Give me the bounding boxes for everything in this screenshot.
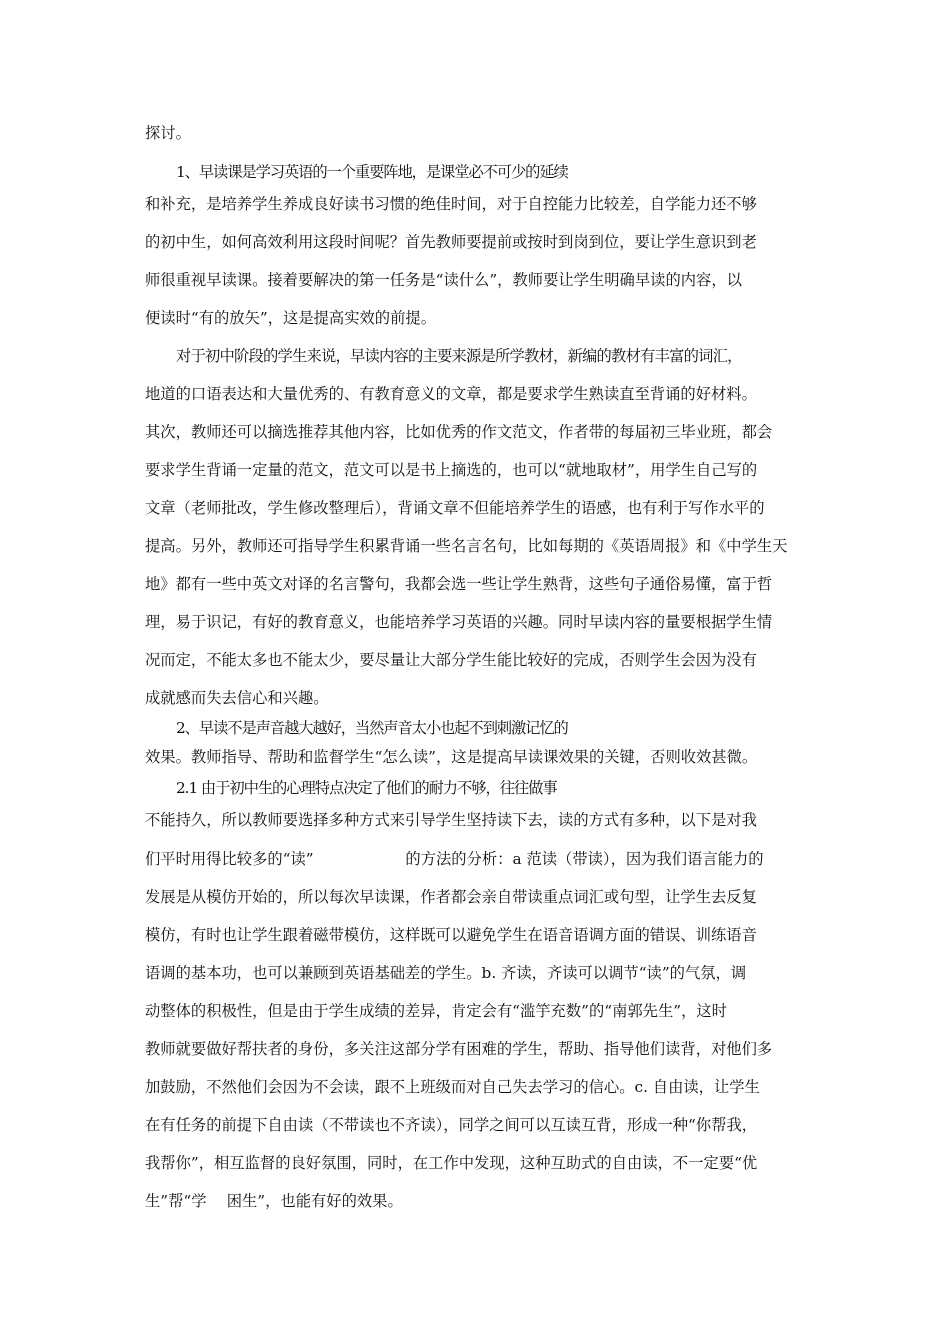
paragraph-line: 况而定，不能太多也不能太少，要尽量让大部分学生能比较好的完成，否则学生会因为没有 <box>145 651 757 669</box>
paragraph-line: 对于初中阶段的学生来说，早读内容的主要来源是所学教材，新编的教材有丰富的词汇， <box>176 347 742 365</box>
paragraph-line: 要求学生背诵一定量的范文，范文可以是书上摘选的，也可以“就地取材”，用学生自己写的 <box>145 461 758 479</box>
paragraph-line: 师很重视早读课。接着要解决的第一任务是“读什么”，教师要让学生明确早读的内容，以 <box>145 271 742 289</box>
paragraph-line: 发展是从模仿开始的，所以每次早读课，作者都会亲自带读重点词汇或句型，让学生去反复 <box>145 888 757 906</box>
paragraph-line: 不能持久，所以教师要选择多种方式来引导学生坚持读下去，读的方式有多种，以下是对我 <box>145 811 757 829</box>
paragraph-line: 2.1 由于初中生的心理特点决定了他们的耐力不够，往往做事 <box>176 779 557 797</box>
paragraph-line: 地道的口语表达和大量优秀的、有教育意义的文章，都是要求学生熟读直至背诵的好材料。 <box>145 385 757 403</box>
paragraph-line: 地》都有一些中英文对译的名言警句，我都会选一些让学生熟背，这些句子通俗易懂，富于哲 <box>145 575 773 593</box>
paragraph-line: 的初中生，如何高效利用这段时间呢？首先教师要提前或按时到岗到位，要让学生意识到老 <box>145 233 757 251</box>
paragraph-line: 理，易于识记，有好的教育意义，也能培养学习英语的兴趣。同时早读内容的量要根据学生情 <box>145 613 773 631</box>
paragraph-line: 成就感而失去信心和兴趣。 <box>145 689 329 707</box>
paragraph-line: 生”帮“学 困生”，也能有好的效果。 <box>145 1192 403 1210</box>
paragraph-line: 们平时用得比较多的“读” 的方法的分析：a 范读（带读），因为我们语言能力的 <box>145 850 764 868</box>
paragraph-line: 我帮你”，相互监督的良好氛围，同时，在工作中发现，这种互助式的自由读，不一定要“优 <box>145 1154 758 1172</box>
paragraph-line: 其次，教师还可以摘选推荐其他内容，比如优秀的作文范文，作者带的每届初三毕业班，都会 <box>145 423 773 441</box>
paragraph-line: 2、早读不是声音越大越好，当然声音太小也起不到刺激记忆的 <box>176 719 568 737</box>
paragraph-line: 文章（老师批改，学生修改整理后），背诵文章不但能培养学生的语感，也有利于写作水平的 <box>145 499 765 517</box>
paragraph-line: 和补充，是培养学生养成良好读书习惯的绝佳时间，对于自控能力比较差，自学能力还不够 <box>145 195 757 213</box>
paragraph-line: 加鼓励，不然他们会因为不会读，跟不上班级而对自己失去学习的信心。c. 自由读，让学生 <box>145 1078 760 1096</box>
paragraph-line: 语调的基本功，也可以兼顾到英语基础差的学生。b. 齐读，齐读可以调节“读”的气氛，调 <box>145 964 747 982</box>
paragraph-line: 提高。另外，教师还可指导学生积累背诵一些名言名句，比如每期的《英语周报》和《中学生天 <box>145 537 788 555</box>
paragraph-line: 效果。教师指导、帮助和监督学生“怎么读”，这是提高早读课效果的关键，否则收效甚微。 <box>145 748 758 766</box>
paragraph-line: 便读时“有的放矢”，这是提高实效的前提。 <box>145 309 436 327</box>
paragraph-line: 模仿，有时也让学生跟着磁带模仿，这样既可以避免学生在语音语调方面的错误、训练语音 <box>145 926 757 944</box>
paragraph-line: 动整体的积极性，但是由于学生成绩的差异，肯定会有“滥竽充数”的“南郭先生”，这时 <box>145 1002 727 1020</box>
paragraph-line: 教师就要做好帮扶者的身份，多关注这部分学有困难的学生，帮助、指导他们读背，对他们多 <box>145 1040 773 1058</box>
paragraph-line: 在有任务的前提下自由读（不带读也不齐读），同学之间可以互读互背，形成一种“你帮我， <box>145 1116 758 1134</box>
paragraph-line: 1、早读课是学习英语的一个重要阵地，是课堂必不可少的延续 <box>176 163 568 181</box>
paragraph-line: 探讨。 <box>145 124 191 142</box>
